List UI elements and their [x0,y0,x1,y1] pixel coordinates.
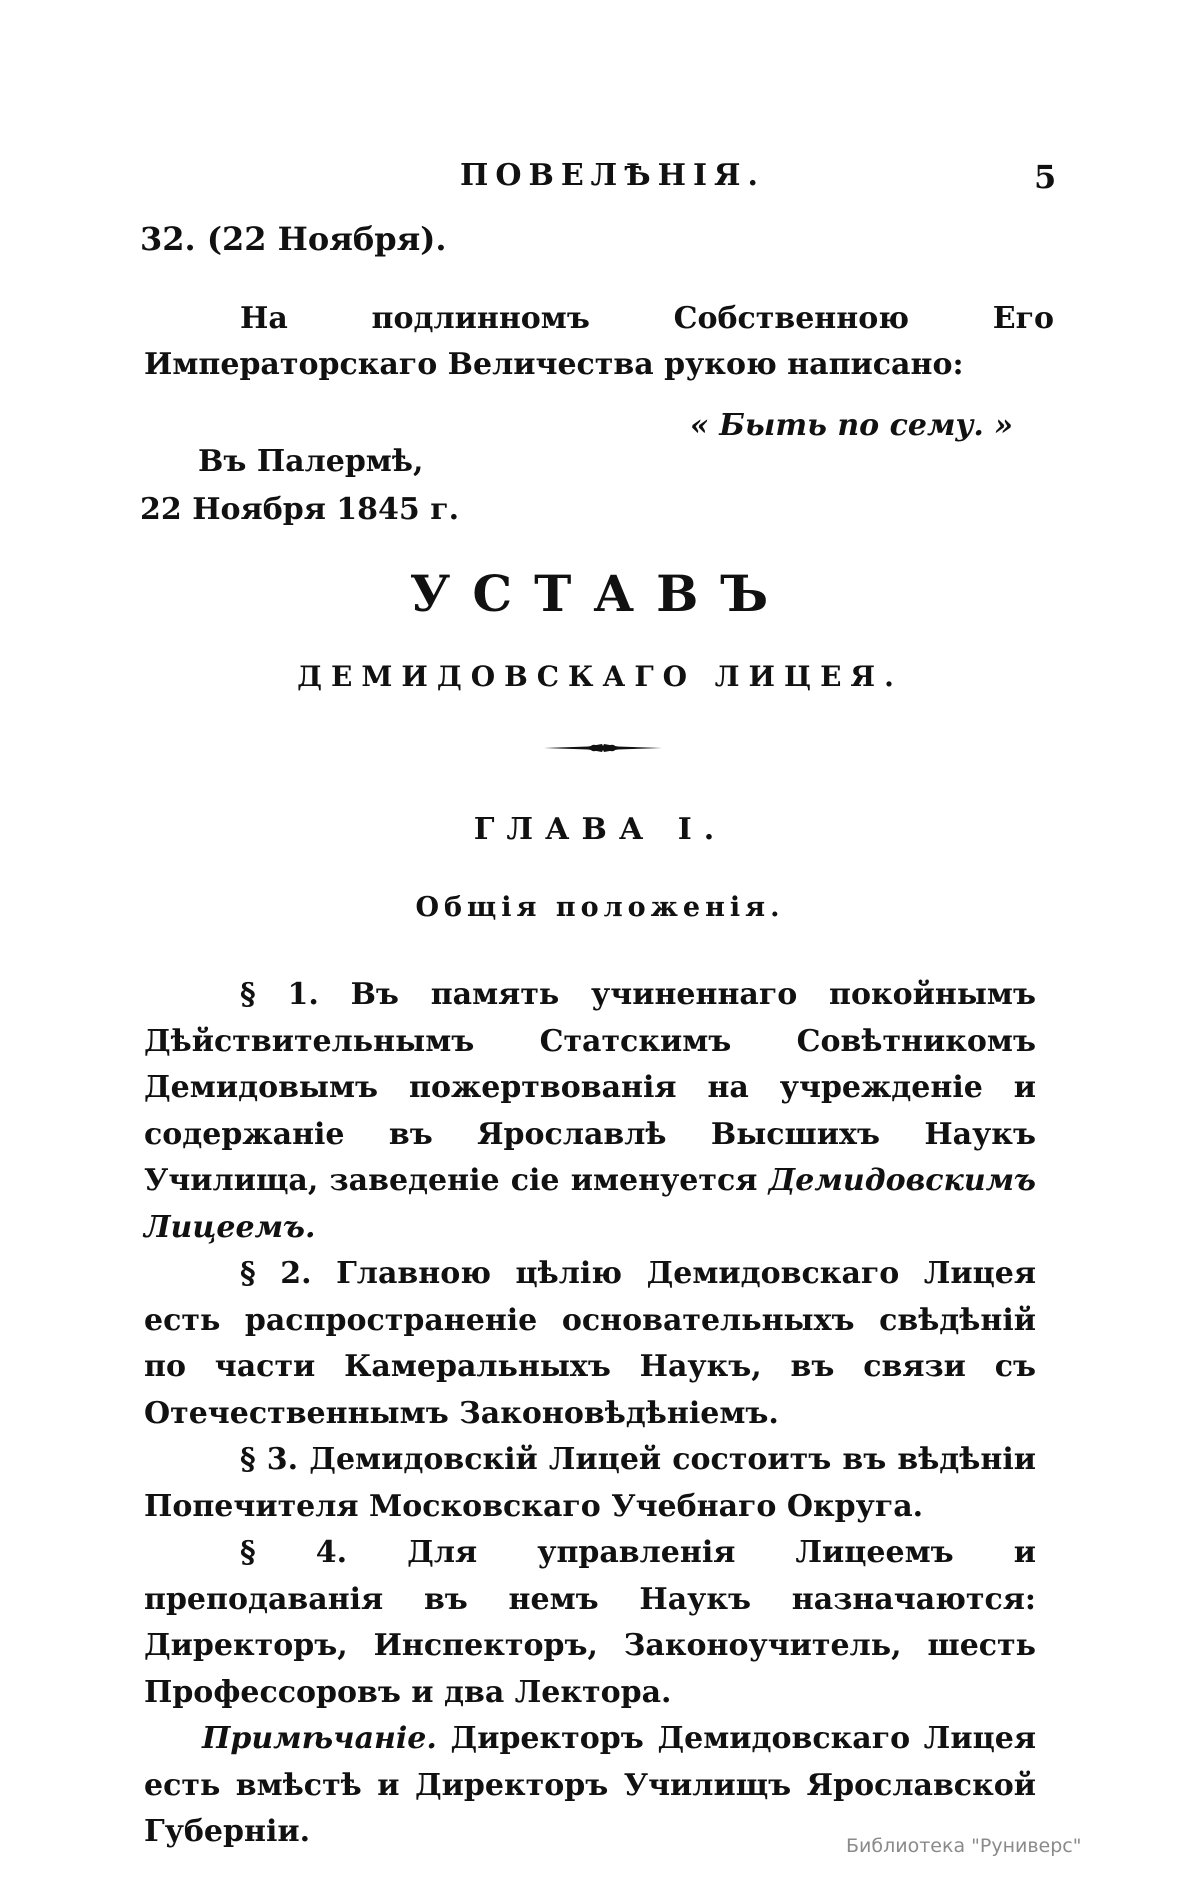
endorsement-text: На подлинномъ Собственною Его Императорскаго Величества рукою написано: [144,301,1054,382]
section-mark: § 2. [240,1256,312,1291]
note-label: Примѣчаніе. [202,1721,437,1756]
section-mark: § 3. [240,1442,299,1477]
note-text: Директоръ Демидовскаго Лицея есть вмѣстѣ и Директоръ Училищъ Ярославской Губерніи. [144,1721,1036,1849]
running-head: ПОВЕЛѢНІЯ. [460,158,765,193]
decree-number: 32. (22 Ноября). [140,220,447,258]
section-mark: § 1. [240,977,319,1012]
chapter-title: ГЛАВА I. [473,812,727,847]
library-watermark: Библиотека "Руниверс" [846,1835,1082,1857]
charter-subtitle: ДЕМИДОВСКАГО ЛИЦЕЯ. [297,660,903,693]
section-text: Главною цѣлію Демидовскаго Лицея есть распространеніе основательныхъ свѣдѣній по части Камеральныхъ Наукъ, въ связи съ Отечественнымъ Законовѣдѣніемъ. [144,1256,1037,1431]
section-mark: § 4. [240,1535,348,1570]
chapter-subtitle: Общія положенія. [415,892,785,923]
place: Въ Палермѣ, [198,444,424,479]
section-2 [144,1251,1036,1437]
section-4 [144,1530,1036,1716]
imperial-endorsement [144,296,1054,388]
body-text [144,972,1036,1856]
charter-title: УСТАВЪ [409,564,791,623]
section-text: Для управленія Лицеемъ и преподаванія въ немъ Наукъ назначаются: Директоръ, Инспекторъ, Законоучитель, шесть Профессоровъ и два Лектора. [144,1535,1036,1710]
section-1 [144,972,1036,1251]
section-text: Въ память учиненнаго покойнымъ Дѣйствительнымъ Статскимъ Совѣтникомъ Демидовымъ пожертвованія на учрежденіе и содержаніе въ Ярославлѣ Высшихъ Наукъ Училища, заведеніе сіе именуется [144,977,1037,1198]
imperial-resolution: « Быть по сему. » [690,408,1014,443]
section-3 [144,1437,1036,1530]
page-number: 5 [1034,158,1057,196]
section-text: Демидовскій Лицей состоитъ въ вѣдѣніи Попечителя Московскаго Учебнаго Округа. [144,1442,1037,1524]
section-emphasis: Демидовскимъ Лицеемъ. [144,1163,1036,1245]
date: 22 Ноября 1845 г. [140,492,460,527]
ornament-divider [542,738,664,758]
place-and-date [140,438,459,534]
